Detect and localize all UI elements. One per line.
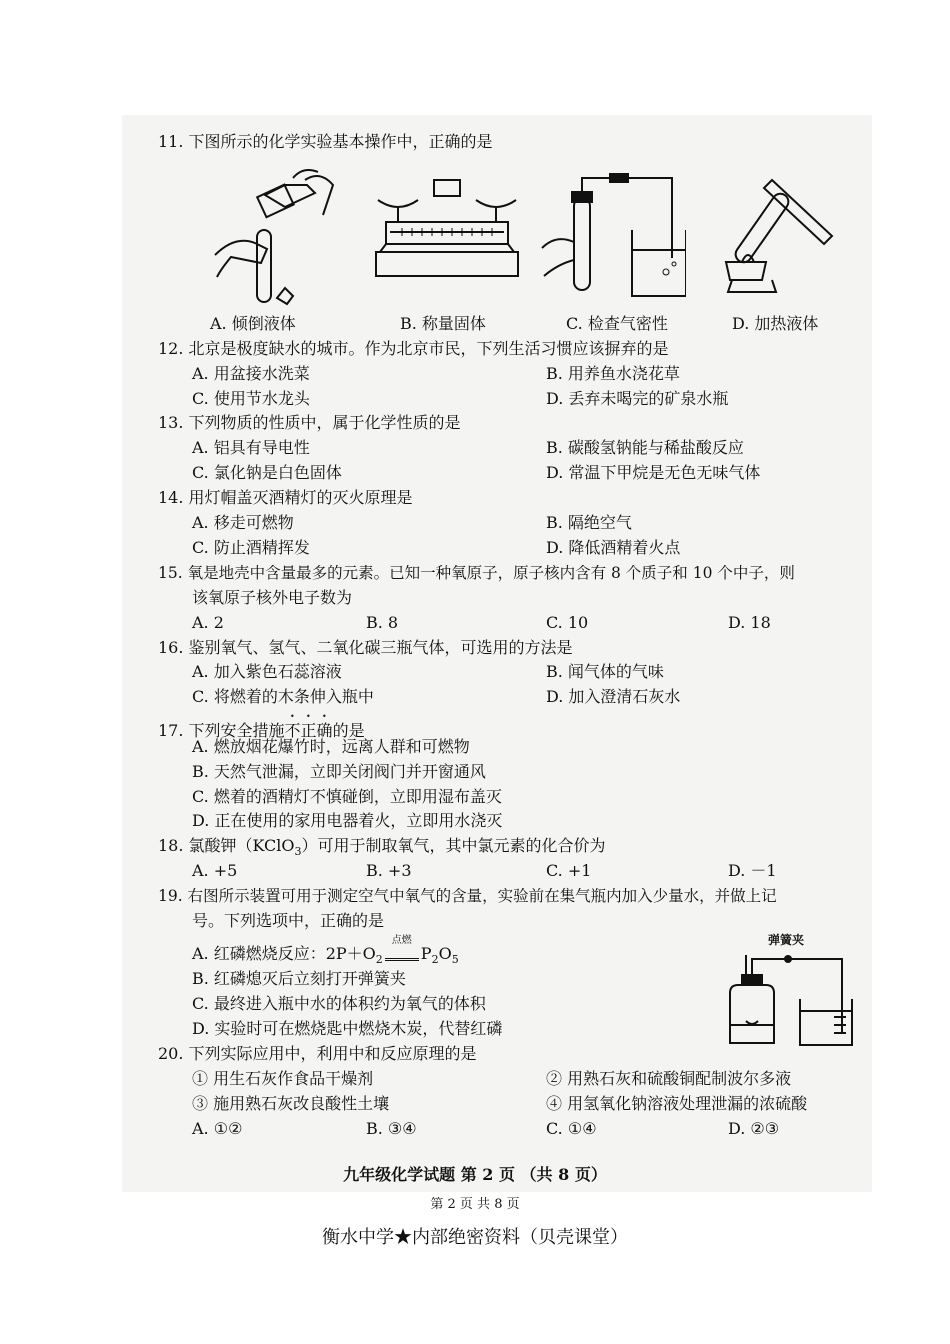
heating-liquid-figure	[712, 170, 847, 300]
oxygen-measurement-figure	[722, 933, 862, 1053]
q12-option-c: C. 使用节水龙头	[192, 389, 310, 408]
airtightness-figure	[536, 168, 686, 308]
q15-option-a: A. 2	[192, 613, 224, 632]
exam-footer-title: 九年级化学试题 第 2 页 （共 8 页）	[343, 1165, 607, 1184]
q20-stem: 20. 下列实际应用中，利用中和反应原理的是	[158, 1044, 477, 1063]
q19-option-d: D. 实验时可在燃烧匙中燃烧木炭，代替红磷	[192, 1019, 503, 1038]
q11-option-a: A. 倾倒液体	[210, 314, 296, 333]
q11-option-d: D. 加热液体	[732, 314, 819, 333]
q15-option-c: C. 10	[546, 613, 589, 632]
q19-option-b: B. 红磷熄灭后立刻打开弹簧夹	[192, 969, 406, 988]
page-number: 第 2 页 共 8 页	[430, 1197, 520, 1212]
q13-stem: 13. 下列物质的性质中，属于化学性质的是	[158, 413, 461, 432]
pouring-liquid-figure	[205, 160, 345, 310]
q19-option-c: C. 最终进入瓶中水的体积约为氧气的体积	[192, 994, 486, 1013]
q14-option-a: A. 移走可燃物	[192, 513, 294, 532]
q16-option-a: A. 加入紫色石蕊溶液	[192, 662, 342, 681]
q15-stem-line2: 该氧原子核外电子数为	[192, 588, 353, 607]
q20-item-3: ③ 施用熟石灰改良酸性土壤	[192, 1094, 390, 1113]
q19-stem-line2: 号。下列选项中，正确的是	[192, 911, 385, 930]
q20-item-1: ① 用生石灰作食品干燥剂	[192, 1069, 374, 1088]
q15-option-b: B. 8	[366, 613, 399, 632]
spring-clamp-label: 弹簧夹	[768, 933, 805, 947]
q14-option-b: B. 隔绝空气	[546, 513, 632, 532]
q17-emphasis: 不正确	[284, 721, 333, 740]
q13-option-a: A. 铝具有导电性	[192, 438, 310, 457]
q18-option-d: D. －1	[728, 861, 777, 880]
q12-option-a: A. 用盆接水洗菜	[192, 364, 310, 383]
q19-stem-line1: 19. 右图所示装置可用于测定空气中氧气的含量，实验前在集气瓶内加入少量水，并做上记	[158, 887, 777, 905]
q13-option-b: B. 碳酸氢钠能与稀盐酸反应	[546, 438, 744, 457]
q15-stem-line1: 15. 氧是地壳中含量最多的元素。已知一种氧原子，原子核内含有 8 个质子和 10 个中子，则	[158, 564, 795, 582]
q11-option-b: B. 称量固体	[400, 314, 486, 333]
q16-stem: 16. 鉴别氧气、氢气、二氧化碳三瓶气体，可选用的方法是	[158, 638, 573, 657]
q13-option-c: C. 氯化钠是白色固体	[192, 463, 342, 482]
q16-option-d: D. 加入澄清石灰水	[546, 687, 681, 706]
q12-option-b: B. 用养鱼水浇花草	[546, 364, 680, 383]
q14-option-c: C. 防止酒精挥发	[192, 538, 310, 557]
q20-item-4: ④ 用氢氧化钠溶液处理泄漏的浓硫酸	[546, 1094, 808, 1113]
q14-stem: 14. 用灯帽盖灭酒精灯的灭火原理是	[158, 488, 413, 507]
q11-option-c: C. 检查气密性	[566, 314, 668, 333]
q20-option-b: B. ③④	[366, 1119, 417, 1138]
q18-option-c: C. +1	[546, 861, 592, 880]
watermark-text: 衡水中学★内部绝密资料（贝壳课堂）	[322, 1227, 628, 1248]
q20-option-d: D. ②③	[728, 1119, 780, 1138]
q17-option-a: A. 燃放烟花爆竹时，远离人群和可燃物	[192, 737, 470, 756]
q11-stem: 11. 下图所示的化学实验基本操作中，正确的是	[158, 132, 493, 151]
q20-option-a: A. ①②	[192, 1119, 243, 1138]
q18-option-a: A. +5	[192, 861, 238, 880]
q17-option-c: C. 燃着的酒精灯不慎碰倒，立即用湿布盖灭	[192, 787, 502, 806]
balance-figure	[372, 170, 522, 285]
q17-option-b: B. 天然气泄漏，立即关闭阀门并开窗通风	[192, 762, 486, 781]
q15-option-d: D. 18	[728, 613, 771, 632]
q14-option-d: D. 降低酒精着火点	[546, 538, 681, 557]
q19-option-a: A. 红磷燃烧反应：$2P+O_2$ 点燃 $P_2O_5$	[192, 935, 459, 966]
q12-option-d: D. 丢弃未喝完的矿泉水瓶	[546, 389, 729, 408]
q13-option-d: D. 常温下甲烷是无色无味气体	[546, 463, 761, 482]
q17-stem: 17. 下列安全措施不正确的是	[158, 721, 365, 740]
q16-option-b: B. 闻气体的气味	[546, 662, 664, 681]
q20-item-2: ② 用熟石灰和硫酸铜配制波尔多液	[546, 1069, 792, 1088]
q18-stem: 18. 氯酸钾（KClO$_3$）可用于制取氧气，其中氯元素的化合价为	[158, 836, 606, 858]
q20-option-c: C. ①④	[546, 1119, 597, 1138]
q17-option-d: D. 正在使用的家用电器着火，立即用水浇灭	[192, 811, 503, 830]
q18-option-b: B. +3	[366, 861, 412, 880]
q16-option-c: C. 将燃着的木条伸入瓶中	[192, 687, 374, 706]
q12-stem: 12. 北京是极度缺水的城市。作为北京市民，下列生活习惯应该摒弃的是	[158, 339, 669, 358]
